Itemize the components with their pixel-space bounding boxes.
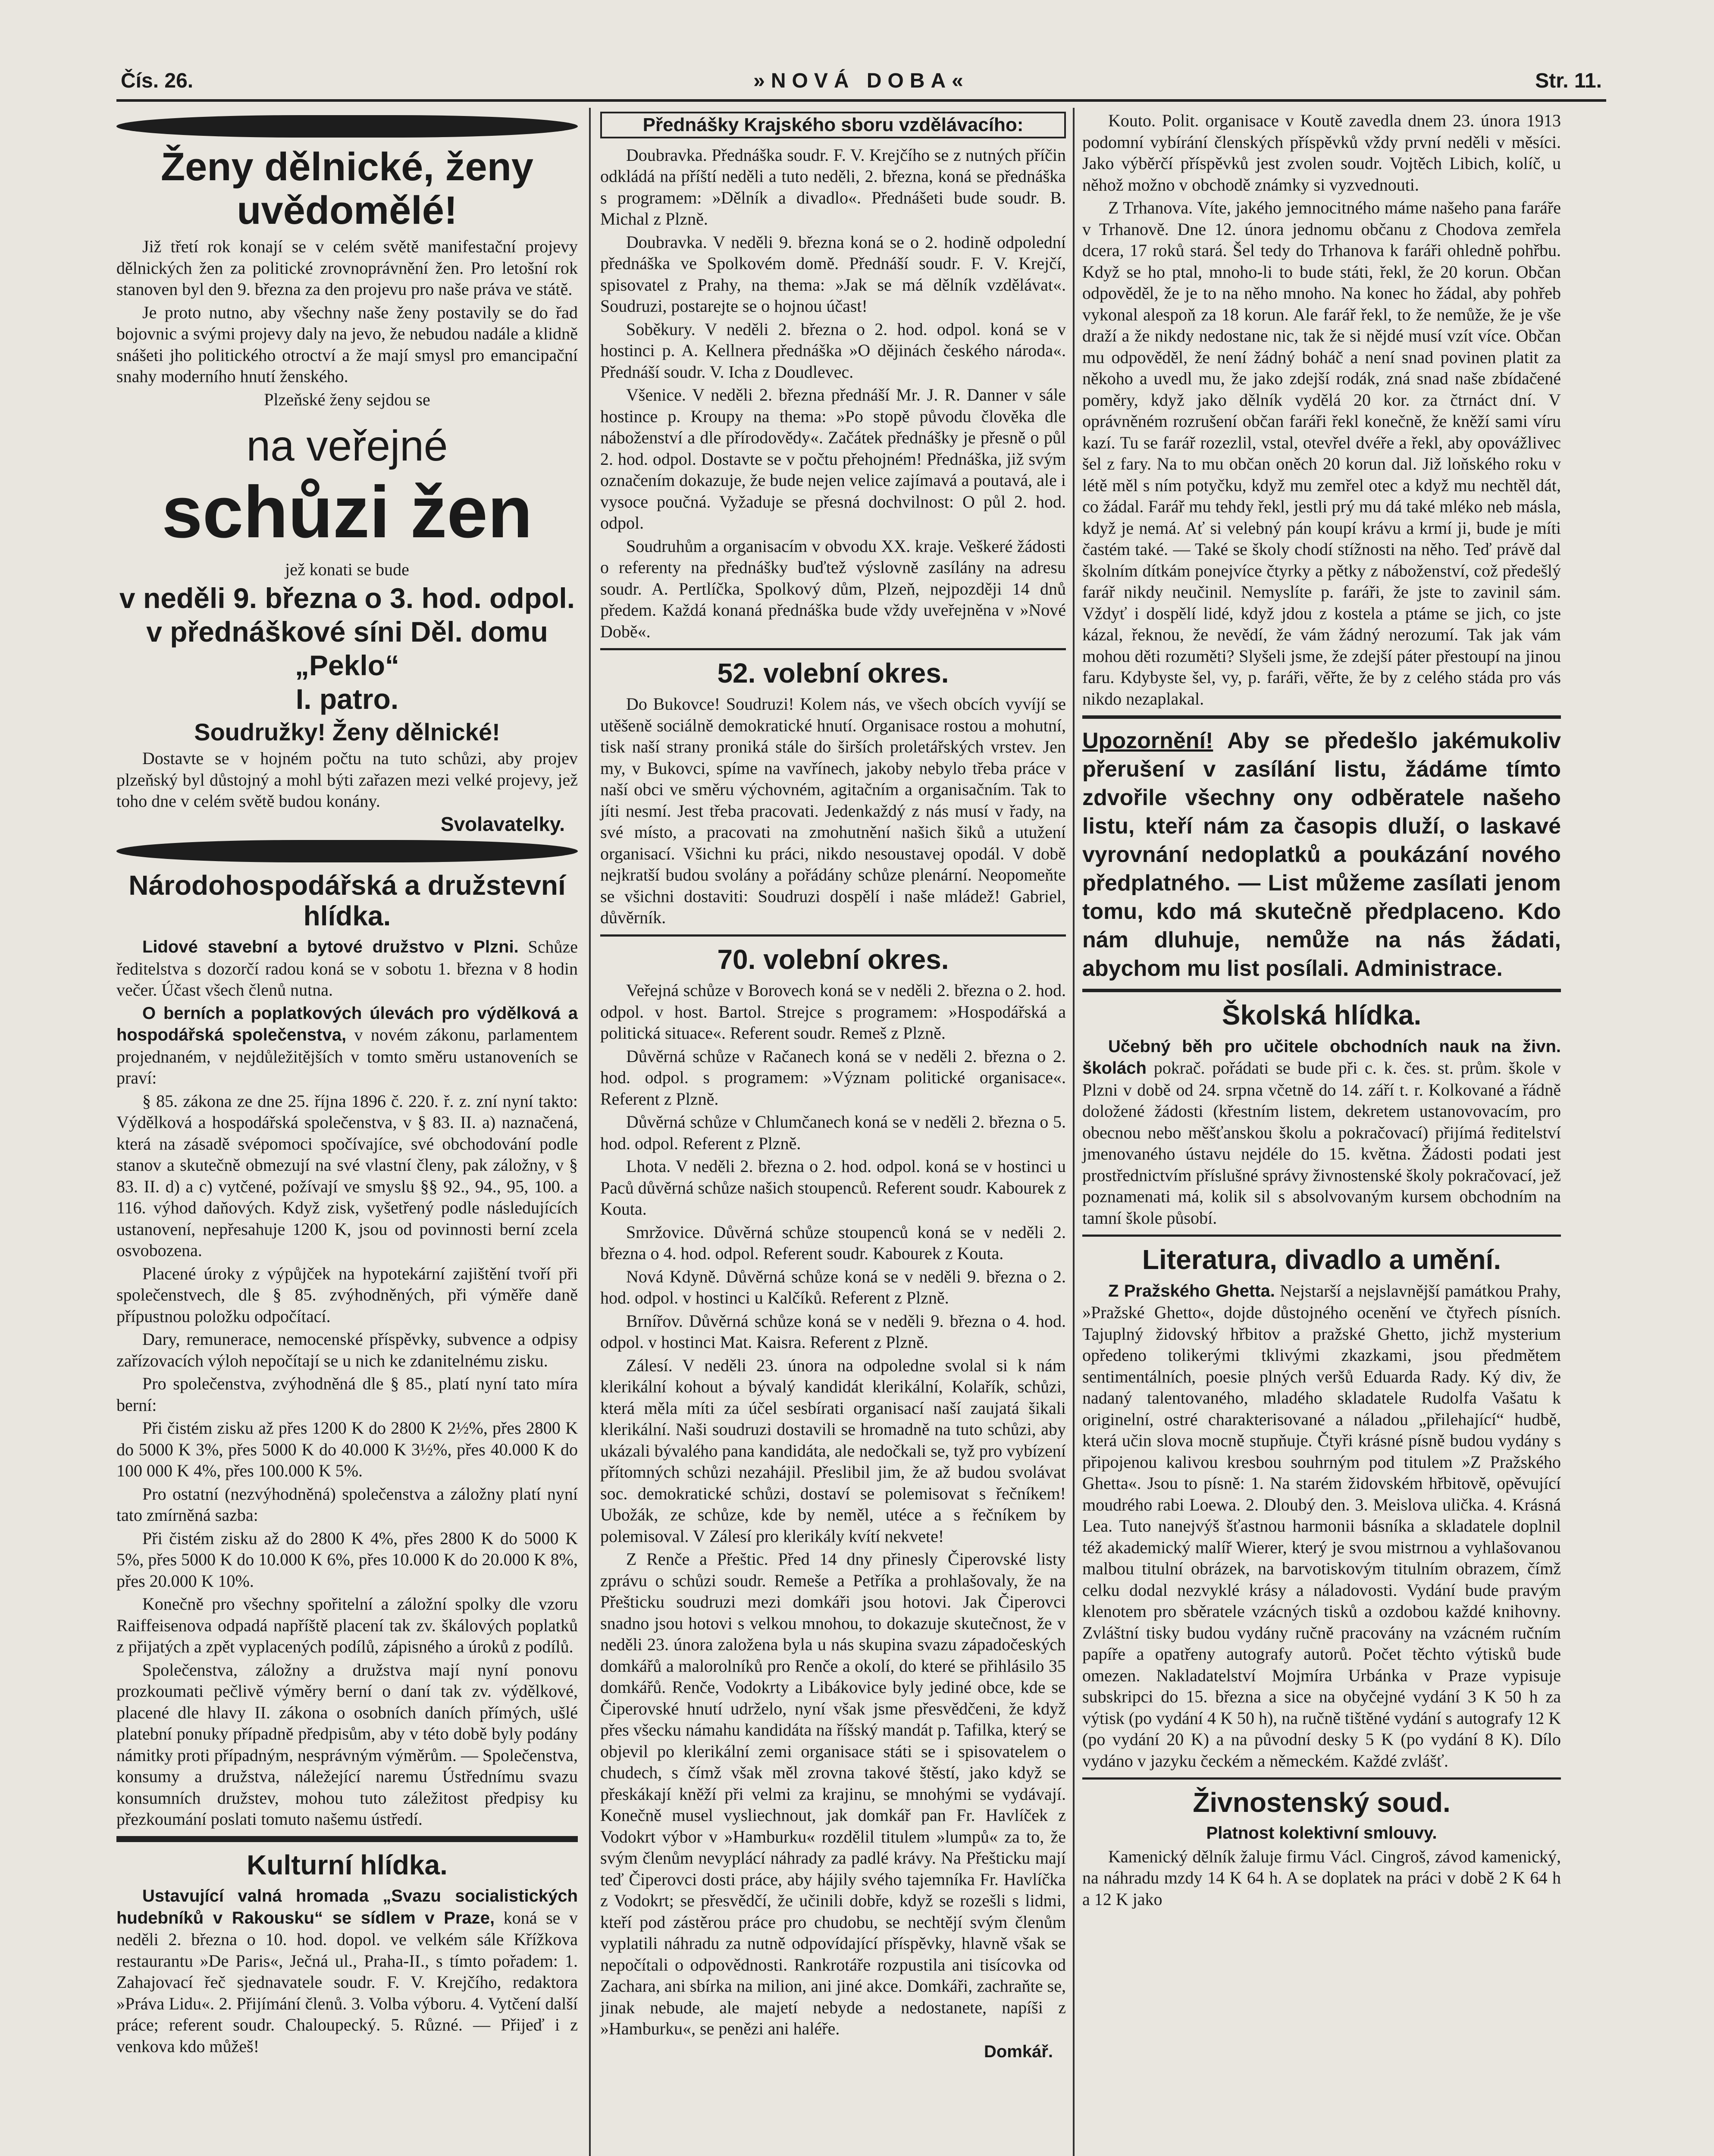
women-place: v přednáškové síni Děl. domu „Peklo“ (146, 616, 548, 682)
econ-paragraph: Při čistém zisku až do 2800 K 4%, přes 2800 K do 5000 K 5%, přes 5000 K do 10.000 K 6%, přes 10.000 K do 20.000 K 8%, přes 20.000 K 10%. (116, 1528, 578, 1591)
women-call: Soudružky! Ženy dělnické! (194, 718, 500, 746)
econ-paragraph: Dary, remunerace, nemocenské příspěvky, subvence a odpisy zařízovacích výloh nepočítají se u nich ke zdanitelnému zisku. (116, 1329, 578, 1370)
section-rule (600, 648, 1066, 650)
literature-headline: Z Pražského Ghetta. (1108, 1281, 1275, 1300)
column-divider-1 (589, 108, 591, 2156)
decorative-rule (116, 1836, 578, 1842)
econ-paragraph: Konečně pro všechny spořitelní a záložní spolky dle vzoru Raiffeisenova odpadá napříště placení tak zv. škálových poplatků z přijatých a zpět vyplacených podílů, zápisného a úroků z podílů. (116, 1594, 578, 1657)
women-title: Ženy dělnické, ženy uvědomělé! (160, 145, 534, 233)
kout-item: Kouto. Polit. organisace v Koutě zavedla dnem 23. února 1913 podomní vybírání členských příspěvků vždy první neděli v měsíci. Jako výběrčí příspěvků jest zvolen soudr. Vojtěch Libich, kolíč, u něhož možno v obchodě známky si vyzvednouti. (1082, 111, 1561, 194)
econ-paragraph: Společenstva, záložny a družstva mají nyní ponovu prozkoumati pečlivě výměry berní o daní tak zv. výdělkové, placené dle hlavy II. zákona o osobních daních přímých, ušlé platební ponuky případně předpisům, aby v této době byly podány námitky proti případným, nesprávným výměrům. — Společenstva, konsumy a družstva, náležející naremu Ústřednímu svazu konsumních družstev, mohou tuto záležitost předpisy ku přezkoumání poslati tomuto našemu ústředí. (116, 1660, 578, 1829)
district-70-item: Brnířov. Důvěrná schůze koná se v neděli 9. března o 4. hod. odpol. v hostinci Mat. Kaisra. Referent z Plzně. (600, 1311, 1066, 1352)
district-70-item: Důvěrná schůze v Račanech koná se v neděli 2. března o 2. hod. odpol. s programem: »Význam politické organisace«. Referent z Plzně. (600, 1046, 1066, 1109)
court-text: Kamenický dělník žaluje firmu Václ. Cingroš, závod kamenický, na náhradu mzdy 14 K 64 h. A se doplatek na práci v době 2 K 64 h a 12 K jako (1082, 1846, 1561, 1909)
econ-title: Národohospodářská a družstevní hlídka. (128, 870, 566, 931)
women-date: v neděli 9. března o 3. hod. odpol. (119, 582, 575, 614)
women-paragraph: Dostavte se v hojném počtu na tuto schůzi, aby projev plzeňský byl důstojný a mohl býti zařazen mezi velké projevy, jež toho dne v celém světě budou konány. (116, 749, 578, 811)
district-70-title: 70. volební okres. (717, 943, 949, 975)
column-divider-2 (1073, 108, 1075, 2156)
column-2 (600, 110, 1066, 2062)
women-paragraph: Již třetí rok konají se v celém světě manifestační projevy dělnických žen za politické zrovnoprávnění žen. Pro letošní rok stanoven byl den 9. března za den projevu pro naše práva ve státě. (116, 237, 578, 299)
econ-paragraph: Pro ostatní (nezvýhodněná) společenstva a záložny platí nyní tato zmírněná sazba: (116, 1484, 578, 1525)
econ-paragraph: Pro společenstva, zvýhodněná dle § 85., platí nyní tato míra berní: (116, 1374, 578, 1415)
column-1 (116, 110, 578, 2059)
women-floor: I. patro. (295, 683, 399, 715)
decorative-bar (116, 115, 578, 138)
culture-title: Kulturní hlídka. (247, 1849, 448, 1880)
district-70-item: Z Renče a Přeštic. Před 14 dny přinesly Čiperovské listy zprávu o schůzi soudr. Remeše a Petříka a prohlašovaly, že na Přešticku soudruzi mezi domkáři jsou hotovi. Jak Čiperovci snadno jsou hotovi s velkou mnohou, to dokazuje skutečnost, že v neděli 23. února založena byla u nás skupina svazu západočeských domkářů a malorolníků pro Renče a okolí, do které se přihlásilo 35 domkářů. Renče, Vodokrty a Libákovice byly jediné obce, kde se Čiperovské hnutí udrželo, nyní však jsme přesvědčeni, že když přes všecku námahu kandidáta na říšský mandát p. Tafilka, který se objevil po klerikální zemi organisace státi se i spisovatelem o chudech, s čímž však měl zrovna takové štěstí, jako když se přeskákají kněží při velmi za krajinu, se mnohými se vydávají. Konečně musel vysliechnout, jak domkář pan Fr. Havlíček z Vodokrt výbor v »Hamburku« rozdělil titulem »lumpů« za to, že svým členům nevyplácí náhrady za padlé krávy. Na Přešticku mají teď Čiperovci dosti práce, aby hájily svého tajemníka Fr. Havlíčka z Vodokrt; se přesvědčí, že učinili dobře, když se rozešli s lidmi, kteří pod zástěrou práce pro chudobu, se nechtějí svým členům vyplatili náhradu za nutně odpovídající příspěvky, hlavně však se nepočítali o odpovědnosti. Rankrotáře rozpustila ani tisícovka od Zachara, ani sbírka na milion, ani jiné akce. Domkáři, zachraňte se, jinak nebude, ale majetí nebyde a nedostanete, napíši z »Hamburku«, se penězi ani haléře. (600, 1549, 1066, 2039)
econ-paragraph: § 85. zákona ze dne 25. října 1896 č. 220. ř. z. zní nyní takto: Výdělková a hospodářská společenstva, v § 83. II. a) naznačená, která na zásadě svépomoci spočívajíce, své obchodování podle stanov a skutečně obmezují na své vlastní členy, pak záložny, v § 83. II. d) a c) vytčené, požívají ve smyslu §§ 92., 94., 95, 100. a 116. výhod daňových. Když zisk, vyšetřený podle následujících ustanovení, nepřesahuje 1200 K, jsou od povinnosti berní zcela osvobozena. (116, 1091, 578, 1260)
district-70-item: Veřejná schůze v Borovech koná se v neděli 2. března o 2. hod. odpol. v host. Bartol. Strejce s programem: »Hospodářská a politická situace«. Referent soudr. Remeš z Plzně. (600, 981, 1066, 1043)
econ-headline: O berních a poplatkových úlevách pro výdělková a hospodářská společenstva, (116, 1003, 578, 1045)
section-rule (600, 934, 1066, 937)
district-70-item: Zálesí. V neděli 23. února na odpoledne svolal si k nám klerikální kohout a bývalý kandidát klerikální, Kolařík, schůzi, která měla míti za účel sesbírati organisací naší zaujatá šikali klerikální. Naši soudruzi dostavili se hromadně na tuto schůzi, aby ukázali bývalého pana kandidáta, ale nedočkali se, tyž pro vybízení přítomných schůzi nezahájil. Přeslibil jim, že až budou svolávat soc. demokratické schůzi, dostaví se polemisovat s řečníkem! Ubožák, ze schůze, kde by neměl, utéce a s řečníkem by polemisoval. V Zálesí pro klerikály kvítí nekvete! (600, 1355, 1066, 1546)
literature-text: Nejstarší a nejslavnější památkou Prahy, »Pražské Ghetto«, dojde důstojného ocenění ve čtyřech písních. Tajuplný židovský hřbitov a pražské Ghetto, jichž mysterium opředeno tolikerými tklivými zkazkami, jsou předmětem sentimentálních, poesie plných veršů Eduarda Rady. Ký div, že nadaný talentovaného, mladého skladatele Rudolfa Vašatu k originelní, ostré charakterisované a náladou „přilehající“ hudbě, která učin slova mocně stupňuje. Čtyři krásné písně budou vydány s připojenou kalivou kresbou souhrným pod titulem »Z Pražského Ghetta«. Jsou to písně: 1. Na starém židovském hřbitově, opěvující moudrého rabi Loewa. 2. Dloubý den. 3. Meislova ulička. 4. Krásná Lea. Tuto nanejvýš šťastnou harmonii básníka a skladatele doplnil též akademický malíř Wierer, který je svou mistrnou a vyhlašovanou malbou titulní obrázek, na barvotiskovým titulním obrazem, čímž celku dodal nezvyklé krásy a náladovosti. Vydání bude pravým klenotem pro sběratele vzácných tisků a ozdobou každé knihovny. Zvláštní tisky budou vydány ručně pracovány na vzácném ručním papíře a opatřeny autografy autorů. Počet těchto výtisků bude omezen. Nakladatelství Mojmíra Urbánka v Praze vypisuje subskripci do 15. března a sice na obyčejné vydání 3 K 50 h za výtisk (po vydání 4 K 50 h), na ručně tištěné vydání s autografy 12 K (po vydání 20 K) a na původní desky 5 K (po vydání 8 K). Dílo vydáno v jazyku čeckém a německém. Každé zvlášť. (1082, 1281, 1561, 1771)
women-big-line-1: na veřejné (246, 422, 448, 470)
school-text: pokrač. pořádati se bude při c. k. čes. st. prům. škole v Plzni v době od 24. srpna včetně do 14. září t. r. Kolkované a řádně doložené žádosti (křestním listem, dekretem ustanovovacím, pro obecnou nebo měšťanskou školu a pokračovací) přijímá ředitelství jmenovaného ústavu nejdéle do 15. května. Žádosti podati jest prostřednictvím příslušné správy živnostenské školy pokračovací, jež poznamenati má, kolik sil s absolvovaným kursem obchodním na tamní škole působí. (1082, 1058, 1561, 1228)
lecture-item: Doubravka. Přednáška soudr. F. V. Krejčího se z nutných příčin odkládá na příští neděli a tuto neděli, 2. března, koná se přednáška s programem: »Dělník a divadlo«. Přednášeti bude soudr. B. Michal z Plzně. (600, 145, 1066, 229)
newspaper-title: »NOVÁ DOBA« (753, 69, 969, 92)
decorative-rule (1082, 715, 1561, 719)
school-headline: Učebný běh pro učitele obchodních nauk na živn. školách (1082, 1037, 1561, 1078)
lecture-item: Všenice. V neděli 2. března přednáší Mr. J. R. Danner v sále hostince p. Kroupy na thema: »Po stopě původu člověka dle náboženství a dle přírodovědy«. Začátek přednášky je přesně o půl 2. hod. odpol. Dostavte se v počtu přehojném! Přednáška, již svým označením dokazuje, že bude nejen velice zajímavá a poutavá, ale i vysoce poučná. Vyžaduje se přesná dochvilnost: O půl 2. hod. odpol. (600, 385, 1066, 533)
district-52-title: 52. volební okres. (717, 658, 949, 689)
column-3 (1082, 110, 1561, 1912)
district-70-item: Smržovice. Důvěrná schůze stoupenců koná se v neděli 2. března o 4. hod. odpol. Referent soudr. Kabourek z Kouta. (600, 1222, 1066, 1263)
page-number: Str. 11. (1535, 69, 1602, 92)
trhanov-item: Z Trhanova. Víte, jakého jemnocitného máme našeho pana faráře v Trhanově. Dne 12. února jednomu občanu z Chodova zemřela dcera, 17 roků stará. Šel tedy do Trhanova k faráři ohledně pohřbu. Když se ho ptal, mnoho-li to bude státi, řekl, že 20 korun. Občan odpověděl, že je to na něho mnoho. Na konec ho žádal, aby pohřeb vykonal alespoň za 18 korun. Ale farář řekl, to že nemůže, že je vše draží a že nikdy nedostane nic, tak že si nějdé musí vzít více. Občan mu odpověděl, že není žádný boháč a není snad povinen platit za někoho a uvedl mu, že jako zdejší rodák, zná snad naše zbídačené poměry, když jako dělník vydělá 20 kor. za čtrnáct dní. V oprávněném rozrušení občan faráři řekl konečně, že kněží sami víru kazí. Tu se farář rozezlil, vstal, otevřel dvéře a řekl, aby opovážlivec šel z fary. Na to mu občan oněch 20 korun dal. Již loňského roku v létě měl s ním potyčku, když mu zemřel otec a když mu nechtěl dát, co žádal. Farář mu tehdy řekl, jestli prý mu dá také mléko neb másla, když je nemá. Ať si velebný pán koupí krávu a krmí ji, bude je míti častém také. — Také se školy chodí stížnosti na něho. Teď právě dal školním dítkám ponejvíce čtyrky a pětky z náboženství, což předešlý farář nikdy neučinil. Nemyslíte p. faráři, že jste to zavinil sám. Vždyť i dospělí lidé, když jdou z kostela a ptáme se jich, co jste kázal, řeknou, že nevědí, že vám žádný nerozumí. Tak jak vám mohou děti rozuměti? Slyšeli jsme, že zdejší páter přestoupí na jinou faru. Kdybyste šel, vy, p. faráři, věřte, že by z celého stáda pro vás nikdo nezaplakal. (1082, 198, 1561, 708)
header-rule (116, 99, 1606, 102)
women-paragraph: jež konati se bude (285, 559, 409, 579)
notice-box (1082, 727, 1561, 983)
decorative-rule (1082, 989, 1561, 992)
notice-heading: Upozornění! (1082, 728, 1213, 753)
district-70-signature: Domkář. (984, 2042, 1053, 2061)
district-70-item: Lhota. V neděli 2. března o 2. hod. odpol. koná se v hostinci u Paců důvěrná schůze našich stoupenců. Referent soudr. Kabourek z Kouta. (600, 1156, 1066, 1219)
page-header (121, 65, 1602, 99)
district-52-text: Do Bukovce! Soudruzi! Kolem nás, ve všech obcích vyvíjí se utěšeně sociálně demokratické hnutí. Organisace rostou a mohutní, tisk naší strany proniká stále do širších proletářských vrstev. Jen my, v Bukovci, spíme na vavřínech, jakoby nebylo třeba práce v naší obci ve směru výchovném, agitačním a organisačním. Tak to jíti nesmí. Jest třeba pracovati. Jedenkaždý z nás musí v řady, na své místo, a pracovati na zmohutnění našich šiků a utužení organisací. Všichni ku práci, nikdo nesoustavej opodál. V době nejkratší budou svolány a pořádány schůze plenární. Neopomeňte se všichni dostaviti: Soudruzi dospělí i naše mládež! Gabriel, důvěrník. (600, 694, 1066, 928)
section-rule (1082, 1235, 1561, 1237)
notice-text: Aby se předešlo jakémukoliv přerušení v zasílání listu, žádáme tímto zdvořile všechny ony odběratele našeho listu, kteří nám za časopis dluží, o laskavé vyrovnání nedoplatků a poukázání nového předplatného. — List můžeme zasílati jenom tomu, kdo má skutečně předplaceno. Kdo nám dluhuje, nemůže na nás žádati, abychom mu list posílali. (1082, 728, 1561, 981)
notice-signature: Administrace. (1354, 956, 1503, 981)
women-paragraph: Je proto nutno, aby všechny naše ženy postavily se do řad bojovnic a svými projevy daly na jevo, že nebudou nadále a klidně snášeti jho politického otroctví a že mají smysl pro emancipační snahy moderního hnutí ženského. (116, 302, 578, 386)
district-70-item: Důvěrná schůze v Chlumčanech koná se v neděli 2. března o 5. hod. odpol. Referent z Plzně. (600, 1112, 1066, 1153)
district-70-item: Nová Kdyně. Důvěrná schůze koná se v neděli 9. března o 2. hod. odpol. v hostinci u Kalčíků. Referent z Plzně. (600, 1266, 1066, 1308)
women-signature: Svolavatelky. (440, 812, 565, 835)
section-rule (1082, 1777, 1561, 1780)
lecture-item: Soudruhům a organisacím v obvodu XX. kraje. Veškeré žádosti o referenty na přednášky buďtež výslovně zasílány na adresu soudr. A. Pertlíčka, Spolkový dům, Plzeň, nejpozději 14 dnů předem. Každá konaná přednáška bude vždy uveřejněna v »Nové Době«. (600, 536, 1066, 641)
lecture-item: Doubravka. V neděli 9. března koná se o 2. hodině odpolední přednáška ve Spolkovém domě. Přednáší soudr. F. V. Krejčí, spisovatel z Prahy, na thema: »Jak se má dělník vzdělávat«. Soudruzi, postarejte se o hojnou účast! (600, 232, 1066, 316)
lecture-item: Soběkury. V neděli 2. března o 2. hod. odpol. koná se v hostinci p. A. Kellnera přednáška »O dějinách českého národa«. Přednáší soudr. V. Icha z Doudlevec. (600, 319, 1066, 382)
lectures-title: Přednášky Krajského sboru vzdělávacího: (600, 112, 1066, 138)
econ-paragraph: Při čistém zisku až přes 1200 K do 2800 K 2½%, přes 2800 K do 5000 K 3%, přes 5000 K do 40.000 K 3½%, přes 40.000 K do 100 000 K 4%, přes 100.000 K 5%. (116, 1418, 578, 1481)
econ-headline: Lidové stavební a bytové družstvo v Plzni. (142, 937, 519, 957)
econ-text: Schůze ředitelstva s dozorčí radou koná se v sobotu 1. března v 8 hodin večer. Účast všech členů nutna. (116, 937, 578, 1000)
culture-headline: Ustavující valná hromada „Svazu socialistických hudebníků v Rakousku“ se sídlem v Praze, (116, 1887, 578, 1927)
econ-paragraph: Placené úroky z výpůjček na hypotekární zajištění tvoří při společenstvech, dle § 85. zvýhodněných, při výměře daně přípustnou položku odpočítací. (116, 1263, 578, 1326)
school-title: Školská hlídka. (1222, 1000, 1422, 1031)
econ-text: v novém zákonu, parlamentem projednaném, v nejdůležitějších v tomto směru ustanoveních se praví: (116, 1025, 578, 1088)
culture-text: koná se v neděli 2. března o 10. hod. dopol. ve velkém sále Křížkova restaurantu »De Paris«, Ječná ul., Praha-II., s tímto pořadem: 1. Zahajovací řeč sjednavatele soudr. F. V. Krejčího, redaktora »Práva Lidu«. 2. Přijímání členů. 3. Volba výboru. 4. Vytčení další práce; referent soudr. Chaloupecký. 5. Různé. — Přijeď i z venkova kdo můžeš! (116, 1908, 578, 2056)
decorative-bar (116, 840, 578, 862)
literature-title: Literatura, divadlo a umění. (1142, 1244, 1501, 1275)
court-title: Živnostenský soud. (1193, 1787, 1451, 1818)
issue-number: Čís. 26. (121, 69, 194, 92)
women-paragraph: Plzeňské ženy sejdou se (264, 389, 430, 409)
women-big-line-2: schůzi žen (162, 471, 533, 554)
court-headline: Platnost kolektivní smlouvy. (1206, 1824, 1437, 1843)
